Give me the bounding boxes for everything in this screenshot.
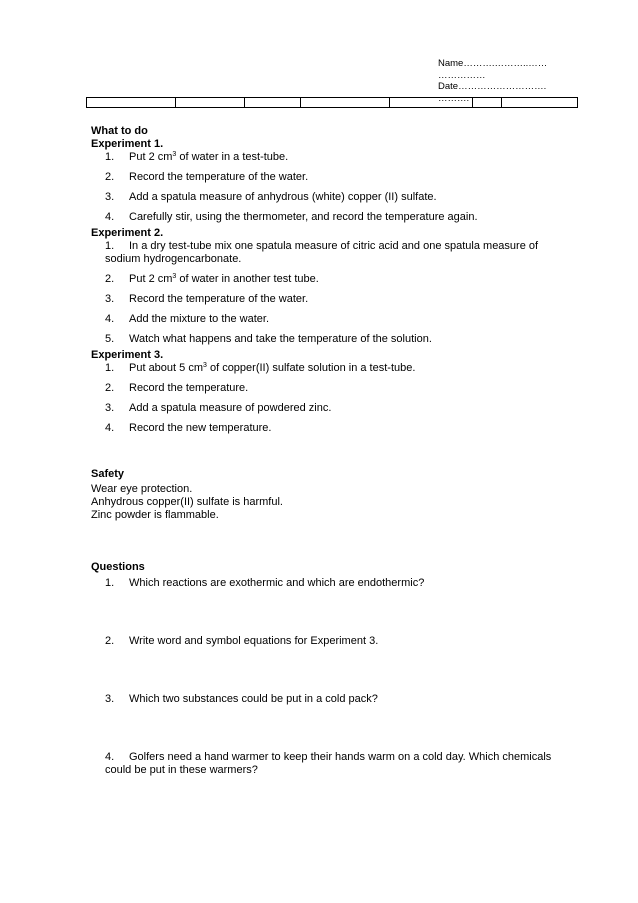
questions-heading: Questions bbox=[91, 561, 145, 573]
what-to-do-heading: What to do bbox=[91, 125, 148, 137]
safety-line: Anhydrous copper(II) sulfate is harmful. bbox=[91, 496, 283, 508]
question-text: Which two substances could be put in a cold pack? bbox=[129, 693, 378, 705]
question-item bbox=[91, 635, 561, 648]
header-cell bbox=[473, 98, 502, 108]
question-text: Which reactions are exothermic and which are endothermic? bbox=[129, 577, 425, 589]
safety-line: Wear eye protection. bbox=[91, 483, 193, 495]
experiment-2-step bbox=[91, 333, 561, 346]
step-text: Record the temperature. bbox=[129, 382, 249, 394]
experiment-3-step bbox=[91, 402, 561, 415]
header-cell bbox=[176, 98, 245, 108]
question-number: 3. bbox=[105, 693, 115, 705]
step-number: 5. bbox=[105, 333, 115, 345]
step-number: 2. bbox=[105, 273, 115, 285]
question-text: Write word and symbol equations for Experiment 3. bbox=[129, 635, 379, 647]
question-number: 1. bbox=[105, 577, 115, 589]
step-text: Put 2 cm bbox=[129, 151, 173, 163]
superscript: 3 bbox=[203, 362, 207, 369]
experiment-2-step bbox=[91, 273, 561, 286]
step-text: of water in another test tube. bbox=[176, 273, 319, 285]
step-text: Record the temperature of the water. bbox=[129, 293, 309, 305]
step-text: of copper(II) sulfate solution in a test-tube. bbox=[206, 362, 416, 374]
step-number: 1. bbox=[105, 240, 115, 252]
step-number: 2. bbox=[105, 382, 115, 394]
header-cell bbox=[502, 98, 578, 108]
header-cell bbox=[87, 98, 176, 108]
name-line: Name……….………..…… bbox=[438, 58, 548, 69]
experiment-3-heading: Experiment 3. bbox=[91, 349, 164, 361]
step-text: Record the temperature of the water. bbox=[129, 171, 309, 183]
header-cell bbox=[245, 98, 301, 108]
step-number: 4. bbox=[105, 211, 115, 223]
question-item bbox=[91, 751, 561, 777]
step-number: 2. bbox=[105, 171, 115, 183]
step-text: Add a spatula measure of anhydrous (white) copper (II) sulfate. bbox=[129, 191, 437, 203]
step-text: Watch what happens and take the temperature of the solution. bbox=[129, 333, 432, 345]
step-text: In a dry test-tube mix one spatula measure of citric acid and one spatula measure of sodium hydrogencarbonate. bbox=[105, 240, 539, 265]
header-table bbox=[86, 97, 578, 108]
header-cell bbox=[301, 98, 390, 108]
step-text: of water in a test-tube. bbox=[176, 151, 289, 163]
superscript: 3 bbox=[172, 273, 177, 280]
experiment-2-heading: Experiment 2. bbox=[91, 227, 164, 239]
experiment-2-step bbox=[91, 313, 561, 326]
worksheet-content bbox=[91, 125, 561, 784]
experiment-1-step bbox=[91, 211, 561, 224]
step-number: 1. bbox=[105, 362, 115, 374]
question-number: 2. bbox=[105, 635, 115, 647]
step-number: 3. bbox=[105, 191, 115, 203]
experiment-1-step bbox=[91, 191, 561, 204]
step-number: 3. bbox=[105, 402, 115, 414]
safety-line: Zinc powder is flammable. bbox=[91, 509, 219, 521]
safety-heading: Safety bbox=[91, 468, 125, 480]
experiment-3-step bbox=[91, 362, 561, 375]
question-item bbox=[91, 693, 561, 706]
header-cell bbox=[390, 98, 473, 108]
step-number: 1. bbox=[105, 151, 115, 163]
step-text: Put about 5 cm bbox=[129, 362, 203, 374]
experiment-3-step bbox=[91, 382, 561, 395]
experiment-3-step bbox=[91, 422, 561, 435]
date-line-continued: ………. bbox=[438, 92, 470, 104]
experiment-1-heading: Experiment 1. bbox=[91, 138, 164, 150]
step-text: Add a spatula measure of powdered zinc. bbox=[129, 402, 332, 414]
step-text: Carefully stir, using the thermometer, and record the temperature again. bbox=[129, 211, 478, 223]
step-text: Record the new temperature. bbox=[129, 422, 272, 434]
question-text: Golfers need a hand warmer to keep their hands warm on a cold day. Which chemicals could be put in these warmers? bbox=[105, 751, 552, 776]
experiment-2-step bbox=[91, 293, 561, 306]
name-line-continued: …………… bbox=[438, 69, 486, 81]
step-number: 4. bbox=[105, 313, 115, 325]
step-number: 4. bbox=[105, 422, 115, 434]
experiment-1-step bbox=[91, 171, 561, 184]
superscript: 3 bbox=[172, 151, 177, 158]
experiment-2-step bbox=[91, 240, 561, 266]
step-number: 3. bbox=[105, 293, 115, 305]
step-text: Add the mixture to the water. bbox=[129, 313, 270, 325]
question-number: 4. bbox=[105, 751, 115, 763]
step-text: Put 2 cm bbox=[129, 273, 173, 285]
date-line: Date………………………. bbox=[438, 81, 547, 92]
experiment-1-step bbox=[91, 151, 561, 164]
question-item bbox=[91, 577, 561, 590]
